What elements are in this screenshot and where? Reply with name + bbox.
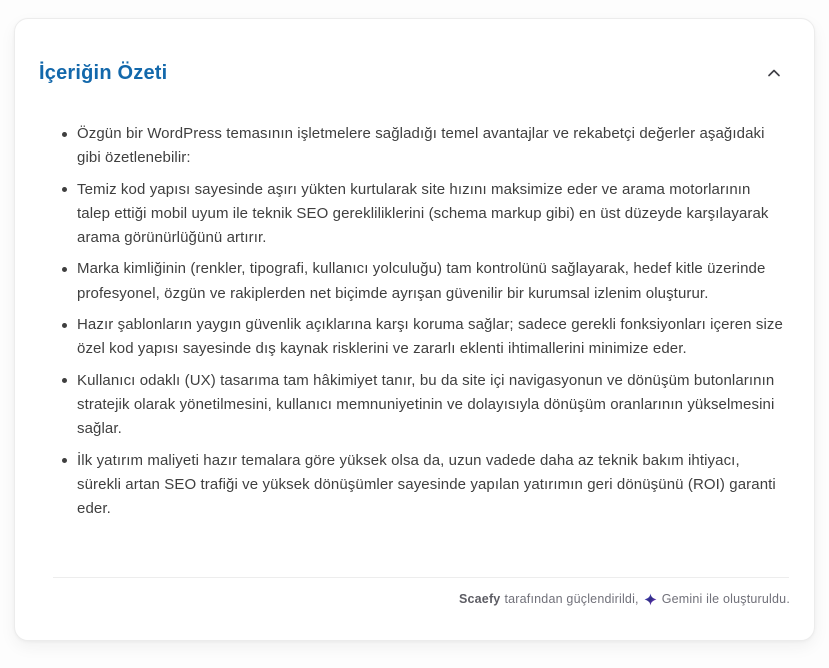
- collapse-button[interactable]: [762, 61, 786, 85]
- chevron-up-icon: [764, 63, 784, 83]
- card-title: İçeriğin Özeti: [39, 61, 168, 84]
- gemini-sparkle-icon: [644, 593, 657, 606]
- summary-bullet-item: Marka kimliğinin (renkler, tipografi, kullanıcı yolculuğu) tam kontrolünü sağlayarak, hedef kitle üzerinde profesyonel, özgün ve rakiplerden net biçimde ayrışan güvenilir bir kurumsal izlenim oluşturur.: [77, 257, 784, 306]
- content-summary-card: [14, 18, 815, 641]
- powered-by-text: tarafından güçlendirildi,: [504, 592, 639, 606]
- card-footer: [39, 592, 790, 606]
- card-header: [39, 61, 790, 85]
- summary-bullet-item: İlk yatırım maliyeti hazır temalara göre yüksek olsa da, uzun vadede daha az teknik bakım ihtiyacı, sürekli artan SEO trafiği ve yüksek dönüşümler sayesinde yapılan yatırımın geri dönüşünü (ROI) garanti eder.: [77, 449, 784, 522]
- generated-by-text: Gemini ile oluşturuldu.: [661, 592, 790, 606]
- summary-list: [39, 122, 790, 528]
- brand-name: Scaefy: [458, 592, 501, 606]
- footer-divider: [53, 577, 789, 578]
- summary-bullet-item: Hazır şablonların yaygın güvenlik açıklarına karşı koruma sağlar; sadece gerekli fonksiyonları içeren size özel kod yapısı sayesinde dış kaynak risklerini ve zararlı eklenti ihtimallerini minimize eder.: [77, 313, 784, 362]
- summary-bullet-item: Özgün bir WordPress temasının işletmelere sağladığı temel avantajlar ve rekabetçi değerler aşağıdaki gibi özetlenebilir:: [77, 122, 784, 171]
- summary-bullet-item: Temiz kod yapısı sayesinde aşırı yükten kurtularak site hızını maksimize eder ve arama motorlarının talep ettiği mobil uyum ile teknik SEO gerekliliklerini (schema markup gibi) en üst düzeyde karşılayarak arama görünürlüğünü artırır.: [77, 178, 784, 251]
- summary-bullet-item: Kullanıcı odaklı (UX) tasarıma tam hâkimiyet tanır, bu da site içi navigasyonun ve dönüşüm butonlarının stratejik olarak yönetilmesini, kullanıcı memnuniyetinin ve dolayısıyla dönüşüm oranlarının yükselmesini sağlar.: [77, 369, 784, 442]
